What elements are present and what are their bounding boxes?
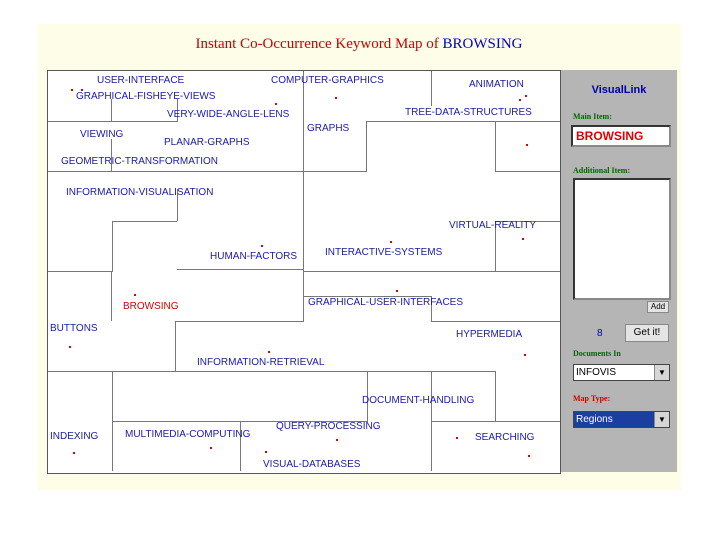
region-label[interactable]: INFORMATION-VISUALISATION: [66, 187, 214, 198]
region-border: [303, 171, 304, 321]
map-type-select[interactable]: [573, 411, 670, 428]
get-it-button[interactable]: Get it!: [625, 324, 669, 342]
region-dot: [69, 346, 71, 348]
title-prefix: Instant Co-Occurrence Keyword Map of: [195, 36, 439, 52]
region-label[interactable]: TREE-DATA-STRUCTURES: [405, 107, 532, 118]
panel-title: VisualLink: [591, 84, 647, 96]
region-dot: [522, 238, 524, 240]
region-dot: [268, 351, 270, 353]
region-border: [366, 121, 560, 122]
region-dot: [396, 290, 398, 292]
region-border: [111, 271, 112, 321]
region-dot: [261, 245, 263, 247]
region-border: [48, 121, 178, 122]
documents-in-label: Documents In: [573, 349, 621, 358]
chevron-down-icon[interactable]: ▼: [654, 365, 669, 380]
map-type-value: Regions: [576, 414, 613, 425]
region-dot: [275, 103, 277, 105]
region-border: [366, 121, 367, 171]
region-border: [303, 271, 560, 272]
region-label[interactable]: ANIMATION: [469, 79, 524, 90]
region-border: [431, 71, 432, 106]
region-border: [48, 271, 113, 272]
region-dot: [335, 97, 337, 99]
region-label[interactable]: INFORMATION-RETRIEVAL: [197, 357, 325, 368]
region-border: [431, 321, 560, 322]
region-label[interactable]: QUERY-PROCESSING: [276, 421, 381, 432]
region-label[interactable]: VIRTUAL-REALITY: [449, 220, 537, 231]
title-keyword: BROWSING: [442, 36, 523, 52]
region-label[interactable]: GRAPHICAL-USER-INTERFACES: [308, 297, 464, 308]
region-border: [495, 121, 496, 171]
keyword-map-window: [37, 24, 681, 490]
region-border: [112, 371, 495, 372]
documents-in-select[interactable]: [573, 364, 670, 381]
region-label[interactable]: PLANAR-GRAPHS: [164, 137, 250, 148]
region-border: [303, 171, 367, 172]
main-item-label: Main Item:: [573, 112, 612, 121]
region-border: [112, 221, 113, 271]
region-dot: [73, 452, 75, 454]
map-type-label: Map Type:: [573, 394, 611, 403]
region-dot: [71, 89, 73, 91]
region-label[interactable]: DOCUMENT-HANDLING: [362, 395, 475, 406]
region-dot: [81, 89, 83, 91]
additional-items-list[interactable]: [573, 178, 671, 300]
region-label[interactable]: INTERACTIVE-SYSTEMS: [325, 247, 443, 258]
region-border: [48, 171, 303, 172]
region-label[interactable]: GRAPHICAL-FISHEYE-VIEWS: [76, 91, 216, 102]
region-dot: [456, 437, 458, 439]
document-count: 8: [597, 328, 603, 339]
documents-in-value: INFOVIS: [576, 367, 617, 378]
region-label[interactable]: GEOMETRIC-TRANSFORMATION: [61, 156, 219, 167]
region-label[interactable]: HYPERMEDIA: [456, 329, 523, 340]
page-title: [37, 36, 681, 53]
region-label[interactable]: VISUAL-DATABASES: [263, 459, 361, 470]
region-dot: [336, 439, 338, 441]
region-dot: [134, 294, 136, 296]
region-border: [112, 221, 177, 222]
region-border: [495, 171, 560, 172]
visuallink-panel: [561, 70, 677, 472]
region-label[interactable]: COMPUTER-GRAPHICS: [271, 75, 384, 86]
region-border: [48, 371, 112, 372]
region-dot: [526, 144, 528, 146]
region-dot: [524, 354, 526, 356]
region-border: [175, 321, 304, 322]
region-label[interactable]: SEARCHING: [475, 432, 535, 443]
region-border: [495, 371, 496, 421]
region-map: [47, 70, 561, 474]
region-label[interactable]: HUMAN-FACTORS: [210, 251, 298, 262]
add-button[interactable]: Add: [647, 301, 669, 313]
region-label-selected[interactable]: BROWSING: [123, 301, 179, 312]
region-dot: [528, 455, 530, 457]
region-dot: [390, 241, 392, 243]
additional-items-label: Additional Item:: [573, 166, 631, 175]
region-label[interactable]: BUTTONS: [50, 323, 98, 334]
region-label[interactable]: MULTIMEDIA-COMPUTING: [125, 429, 251, 440]
region-dot: [210, 447, 212, 449]
region-border: [177, 269, 303, 270]
region-label[interactable]: VERY-WIDE-ANGLE-LENS: [167, 109, 290, 120]
region-border: [175, 321, 176, 371]
main-item-value: BROWSING: [576, 129, 644, 143]
region-label[interactable]: INDEXING: [50, 431, 99, 442]
region-dot: [525, 95, 527, 97]
region-label[interactable]: USER-INTERFACE: [97, 75, 185, 86]
main-item-field[interactable]: [571, 125, 671, 147]
region-dot: [265, 451, 267, 453]
region-border: [431, 421, 560, 422]
chevron-down-icon[interactable]: ▼: [654, 412, 669, 427]
region-label[interactable]: GRAPHS: [307, 123, 350, 134]
region-dot: [519, 99, 521, 101]
region-label[interactable]: VIEWING: [80, 129, 124, 140]
